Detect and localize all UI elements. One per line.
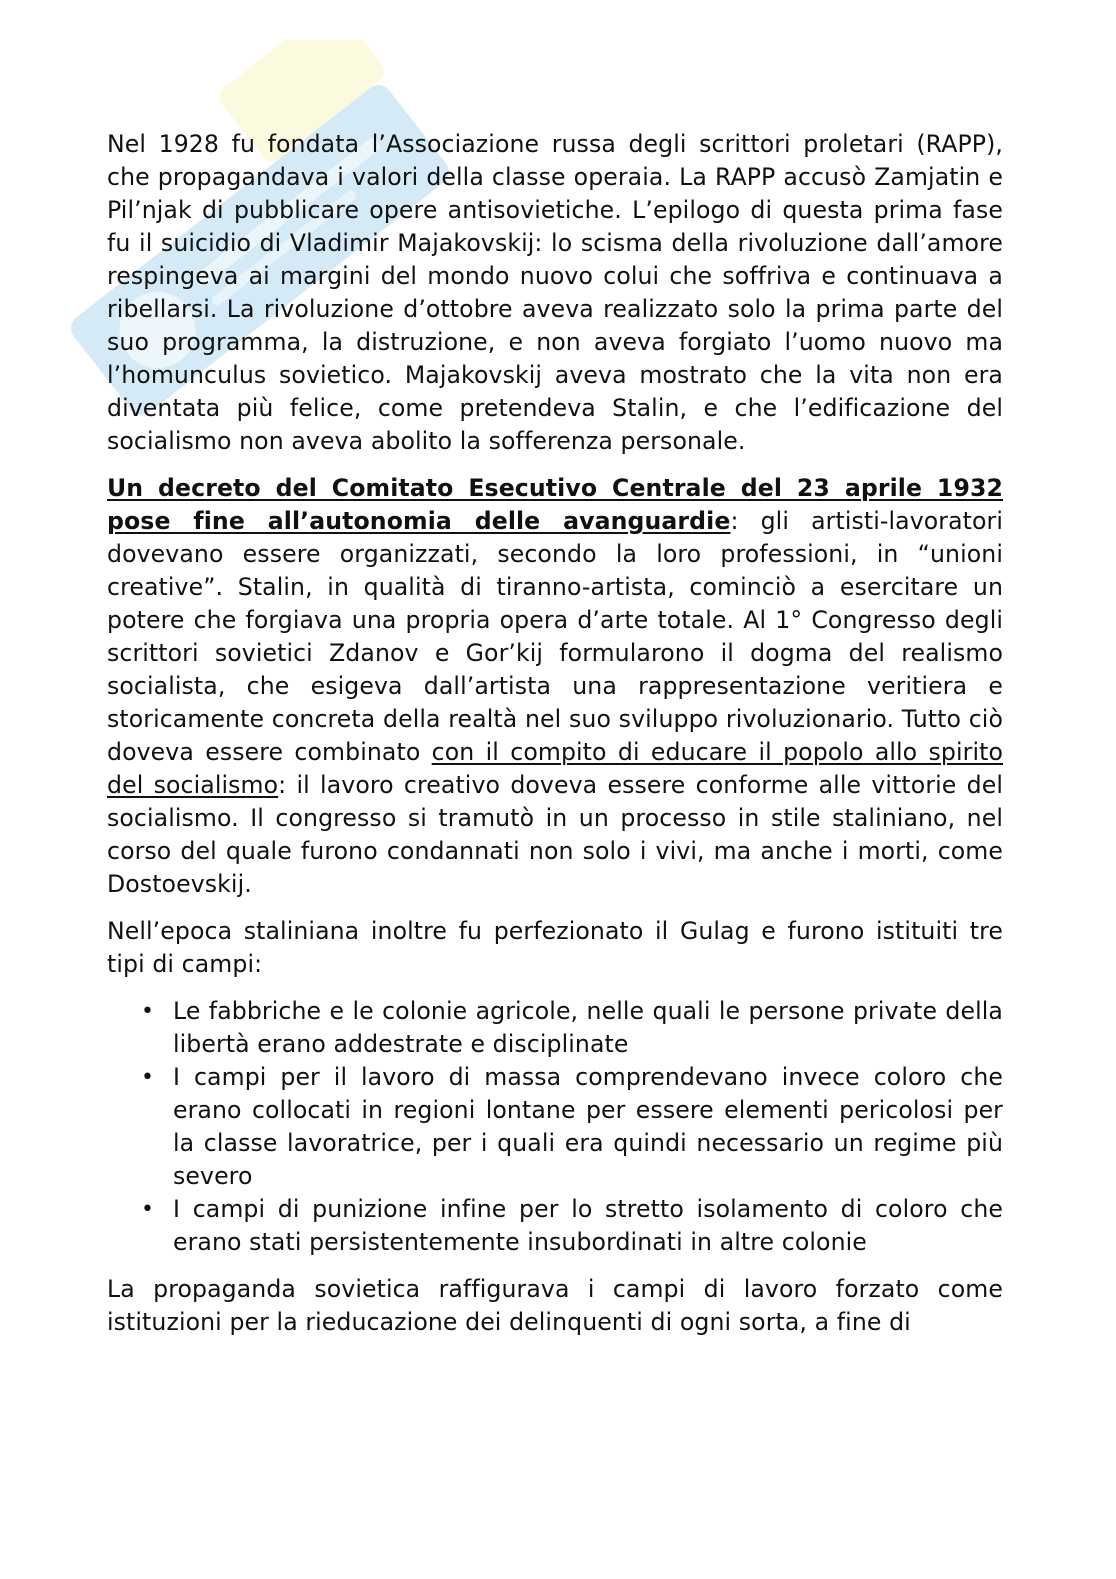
bullet-icon: •: [141, 999, 155, 1024]
decree-text-b: : il lavoro creativo doveva essere conforme alle vittorie del socialismo. Il congresso si tramutò in un processo in stile staliniano, nel corso del quale furono condannati non solo i vivi, ma anche i morti, come Dostoevskij.: [107, 771, 1004, 898]
paragraph-gulag: [107, 915, 1003, 981]
bullet-icon: •: [141, 1197, 155, 1222]
bullet-icon: •: [141, 1065, 155, 1090]
decree-heading: Un decreto del Comitato Esecutivo Centrale del 23 aprile 1932 pose fine all’autonomia delle avanguardie: [107, 474, 1003, 535]
paragraph-rapp: [107, 128, 1003, 458]
decree-underlined: con il compito di educare il popolo allo spirito del socialismo: [107, 738, 1003, 799]
paragraph-decree: [107, 472, 1003, 901]
paragraph-rapp-text: Nel 1928 fu fondata l’Associazione russa degli scrittori proletari (RAPP), che propagandava i valori della classe operaia. La RAPP accusò Zamjatin e Pil’njak di pubblicare opere antisovietiche. L’epilogo di questa prima fase fu il suicidio di Vladimir Majakovskij: lo scisma della rivoluzione dall’amore respingeva ai margini del mondo nuovo colui che soffriva e continuava a ribellarsi. La rivoluzione d’ottobre aveva realizzato solo la prima parte del suo programma, la distruzione, e non aveva forgiato l’uomo nuovo ma l’homunculus sovietico. Majakovskij aveva mostrato che la vita non era diventata più felice, come pretendeva Stalin, e che l’edificazione del socialismo non aveva abolito la sofferenza personale.: [107, 130, 1003, 455]
paragraph-propaganda-text: La propaganda sovietica raffigurava i campi di lavoro forzato come istituzioni per la rieducazione dei delinquenti di ogni sorta, a fine di: [107, 1275, 1003, 1336]
paragraph-propaganda: [107, 1273, 1003, 1339]
document-page: [107, 128, 1003, 1353]
list-item-text: I campi di punizione infine per lo stretto isolamento di coloro che erano stati persistentemente insubordinati in altre colonie: [173, 1195, 1003, 1256]
list-item: [141, 1193, 1003, 1259]
paragraph-gulag-text: Nell’epoca staliniana inoltre fu perfezionato il Gulag e furono istituiti tre tipi di campi:: [107, 917, 1003, 978]
list-item-text: I campi per il lavoro di massa comprendevano invece coloro che erano collocati in regioni lontane per essere elementi pericolosi per la classe lavoratrice, per i quali era quindi necessario un regime più severo: [173, 1063, 1003, 1190]
list-item: [141, 1061, 1003, 1193]
list-item: [141, 995, 1003, 1061]
list-item-text: Le fabbriche e le colonie agricole, nelle quali le persone private della libertà erano addestrate e disciplinate: [173, 997, 1003, 1058]
decree-text-a: : gli artisti-lavoratori dovevano essere organizzati, secondo la loro professioni, in “unioni creative”. Stalin, in qualità di tiranno-artista, cominciò a esercitare un potere che forgiava una propria opera d’arte totale. Al 1° Congresso degli scrittori sovietici Zdanov e Gor’kij formularono il dogma del realismo socialista, che esigeva dall’artista una rappresentazione veritiera e storicamente concreta della realtà nel suo sviluppo rivoluzionario. Tutto ciò doveva essere combinato: [107, 507, 1003, 766]
camps-list: [107, 995, 1003, 1259]
